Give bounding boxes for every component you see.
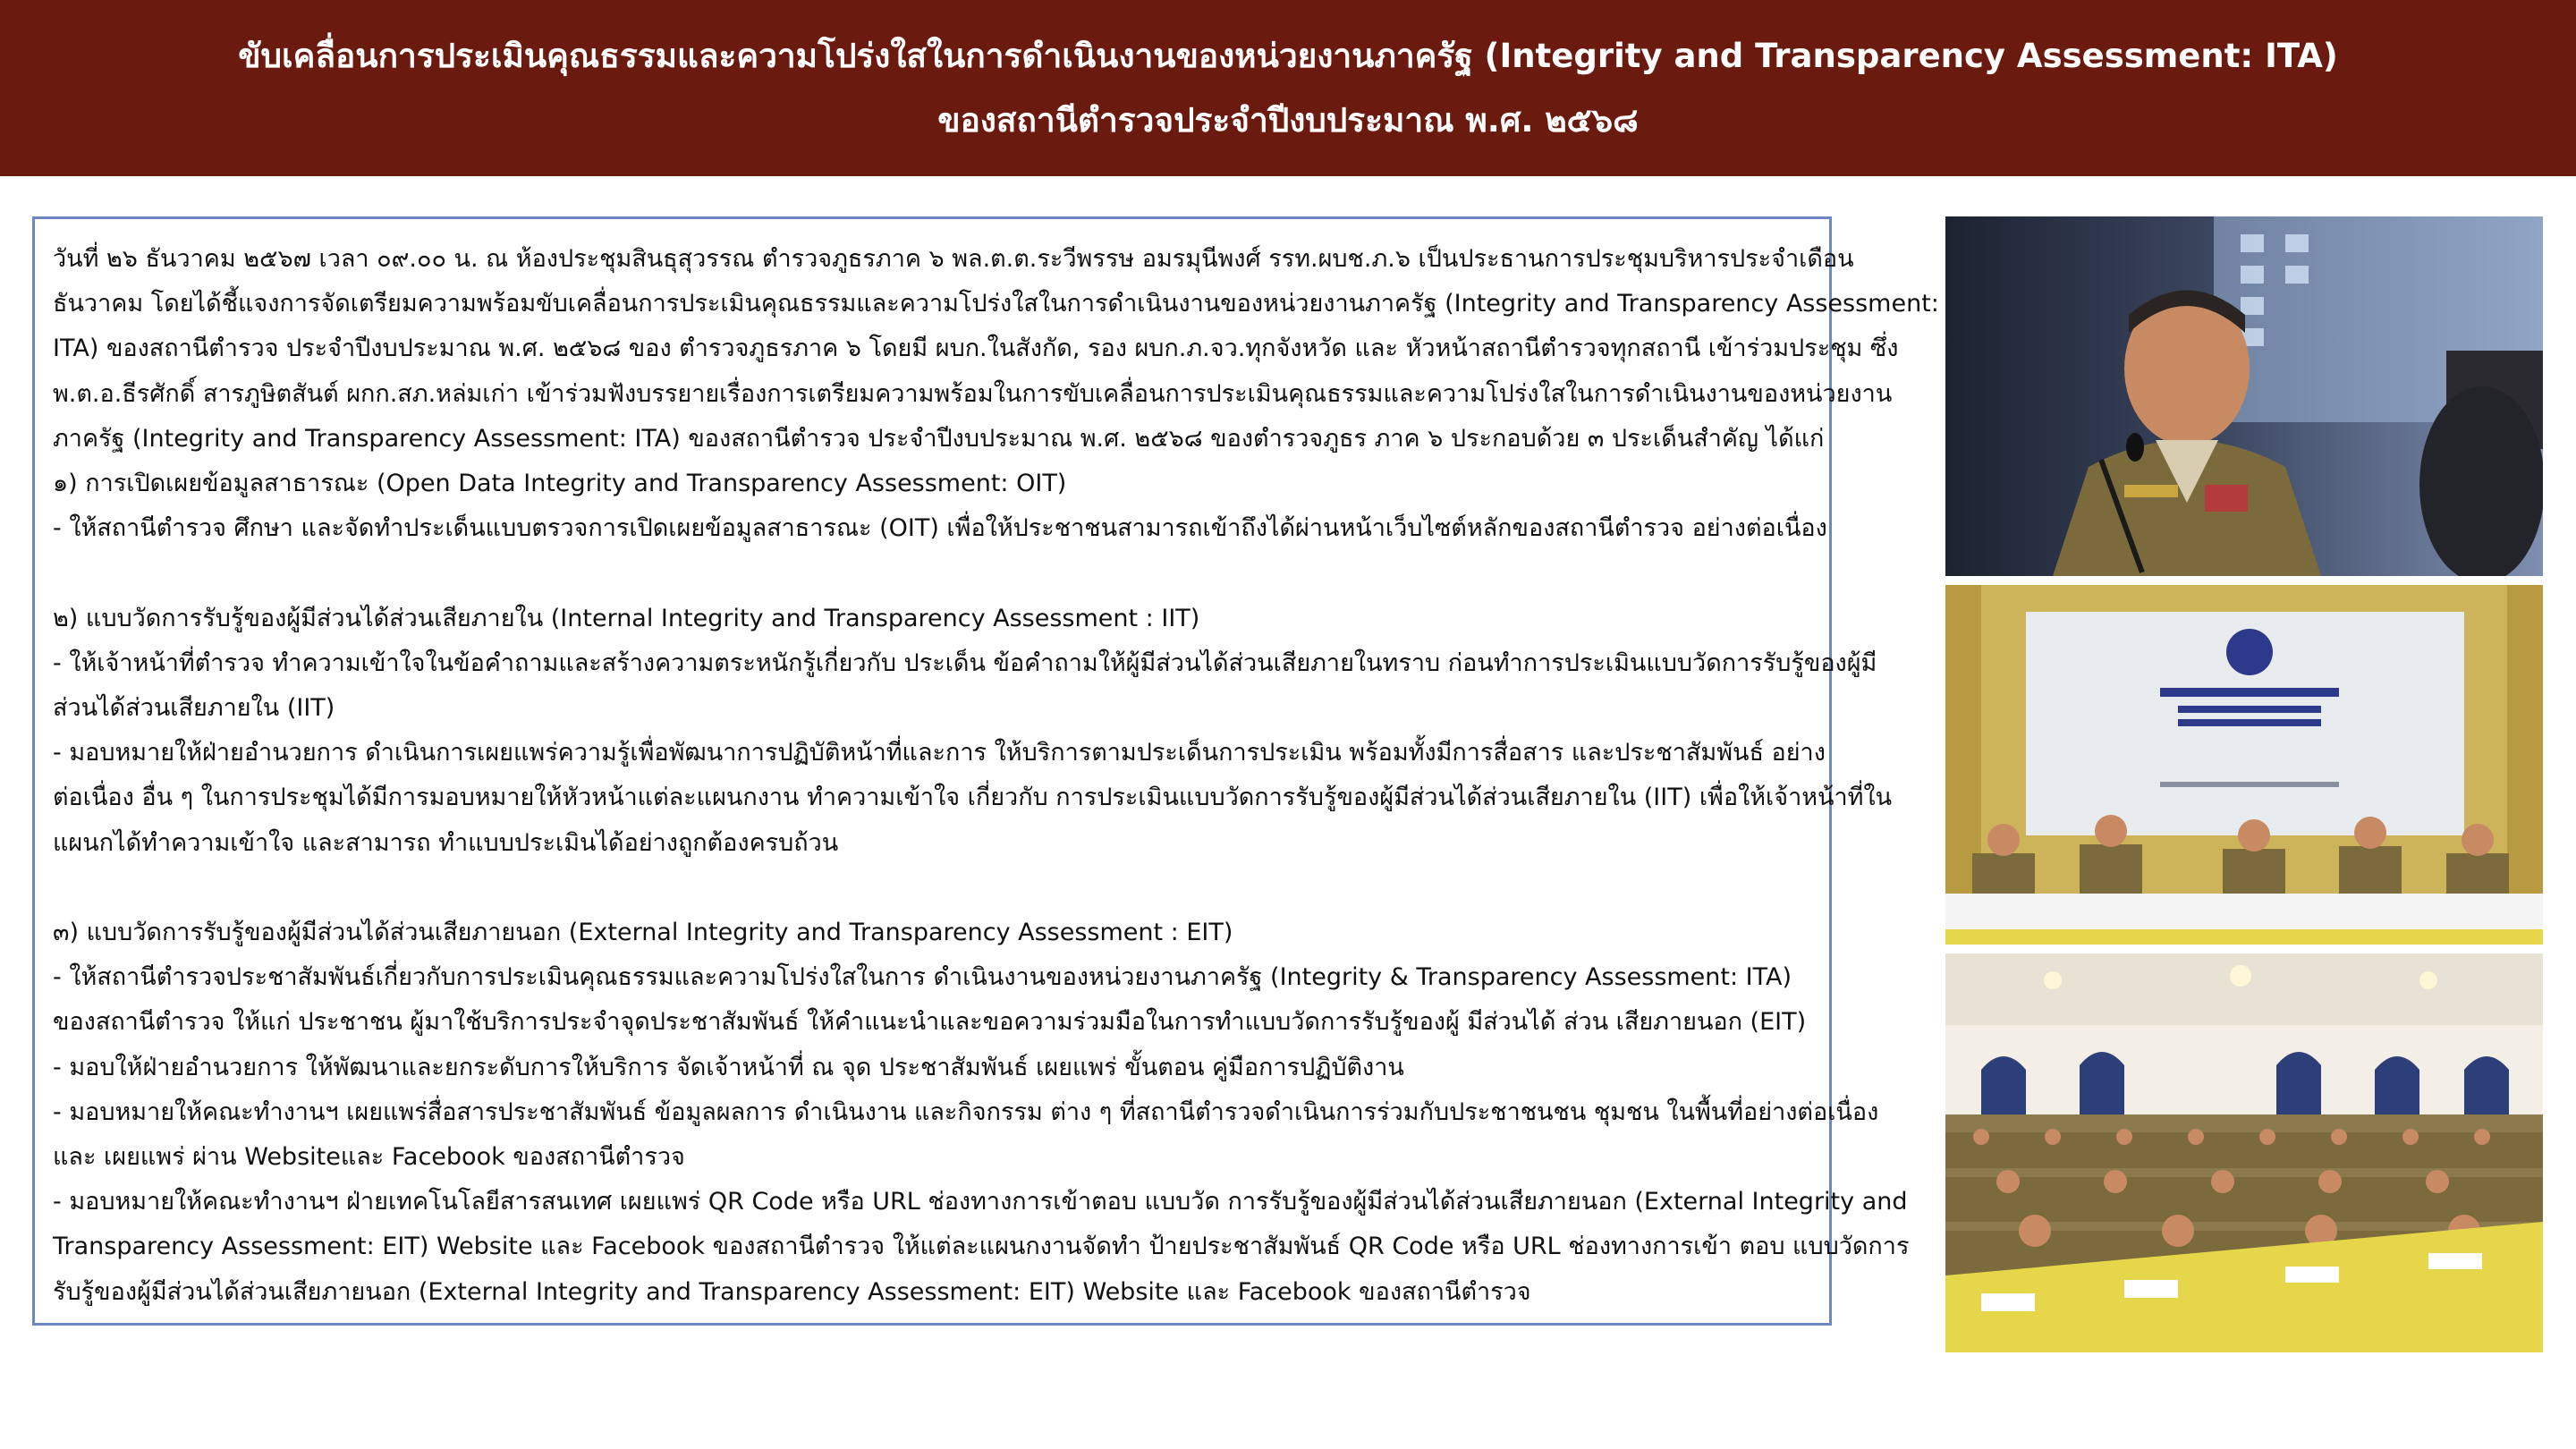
body-line: - มอบให้ฝ่ายอำนวยการ ให้พัฒนาและยกระดับการให้บริการ จัดเจ้าหน้าที่ ณ จุด ประชาสัมพันธ์ เผยแพร่ ขั้นตอน คู่มือการปฏิบัติงาน: [53, 1053, 1404, 1081]
body-line: รับรู้ของผู้มีส่วนได้ส่วนเสียภายนอก (External Integrity and Transparency Assessment: EIT) Website และ Facebook ของสถานีตำรวจ: [53, 1277, 1531, 1306]
section-heading: ๑) การเปิดเผยข้อมูลสาธารณะ (Open Data Integrity and Transparency Assessment: OIT): [53, 470, 1067, 498]
paragraph-gap: [53, 866, 1804, 911]
page-title: ขับเคลื่อนการประเมินคุณธรรมและความโปร่งใสในการดำเนินงานของหน่วยงานภาครัฐ (Integrity and Transparency Assessment: ITA): [238, 36, 2338, 75]
body-line: - มอบหมายให้คณะทำงานฯ ฝ่ายเทคโนโลยีสารสนเทศ เผยแพร่ QR Code หรือ URL ช่องทางการเข้าตอบ แบบวัด การรับรู้ของผู้มีส่วนได้ส่วนเสียภายนอก (External Integrity and: [53, 1188, 1908, 1216]
body-line: - มอบหมายให้คณะทำงานฯ เผยแพร่สื่อสารประชาสัมพันธ์ ข้อมูลผลการ ดำเนินงาน และกิจกรรม ต่าง ๆ ที่สถานีตำรวจดำเนินการร่วมกับประชาชนชน ชุมชน ในพื้นที่อย่างต่อเนื่อง: [53, 1097, 1879, 1126]
body-line: ITA) ของสถานีตำรวจ ประจำปีงบประมาณ พ.ศ. ๒๕๖๘ ของ ตำรวจภูธรภาค ๖ โดยมี ผบก.ในสังกัด, รอง ผบก.ภ.จว.ทุกจังหวัด และ หัวหน้าสถานีตำรวจทุกสถานี เข้าร่วมประชุม ซึ่ง: [53, 335, 1899, 363]
body-line: ธันวาคม โดยได้ชี้แจงการจัดเตรียมความพร้อมขับเคลื่อนการประเมินคุณธรรมและความโปร่งใสในการดำเนินงานของหน่วยงานภาครัฐ (Integrity and Transparency Assessment:: [53, 290, 1939, 318]
body-line: - ให้สถานีตำรวจประชาสัมพันธ์เกี่ยวกับการประเมินคุณธรรมและความโปร่งใสในการ ดำเนินงานของหน่วยงานภาครัฐ (Integrity & Transparency Assessment: ITA): [53, 963, 1792, 992]
body-line: ต่อเนื่อง อื่น ๆ ในการประชุมได้มีการมอบหมายให้หัวหน้าแต่ละแผนกงาน ทำความเข้าใจ เกี่ยวกับ การประเมินแบบวัดการรับรู้ของผู้มีส่วนได้ส่วนเสียภายใน (IIT) เพื่อให้เจ้าหน้าที่ใน: [53, 784, 1893, 812]
paragraph-gap: [53, 551, 1804, 596]
photo-meeting-audience: [1945, 953, 2543, 1352]
header-banner: [0, 0, 2576, 176]
section-heading: ๒) แบบวัดการรับรู้ของผู้มีส่วนได้ส่วนเสียภายใน (Internal Integrity and Transparency Assessment : IIT): [53, 604, 1200, 632]
page-subtitle: ของสถานีตำรวจประจำปีงบประมาณ พ.ศ. ๒๕๖๘: [937, 100, 1639, 140]
body-line: วันที่ ๒๖ ธันวาคม ๒๕๖๗ เวลา ๐๙.๐๐ น. ณ ห้องประชุมสินธุสุวรรณ ตำรวจภูธรภาค ๖ พล.ต.ต.ระวีพรรษ อมรมุนีพงศ์ รรท.ผบช.ภ.๖ เป็นประธานการประชุมบริหารประจำเดือน: [53, 245, 1854, 273]
body-line: พ.ต.อ.ธีรศักดิ์ สารภูษิตสันต์ ผกก.สภ.หล่มเก่า เข้าร่วมฟังบรรยายเรื่องการเตรียมความพร้อมในการขับเคลื่อนการประเมินคุณธรรมและความโปร่งใสในการดำเนินงานของหน่วยงาน: [53, 379, 1893, 408]
section-heading: ๓) แบบวัดการรับรู้ของผู้มีส่วนได้ส่วนเสียภายนอก (External Integrity and Transparency Assessment : EIT): [53, 919, 1233, 947]
body-line: ส่วนได้ส่วนเสียภายใน (IIT): [53, 694, 335, 723]
photo-head-table: [1945, 585, 2543, 945]
photo-chairman-speaking: [1945, 216, 2543, 576]
body-line: Transparency Assessment: EIT) Website และ Facebook ของสถานีตำรวจ ให้แต่ละแผนกงานจัดทำ ป้ายประชาสัมพันธ์ QR Code หรือ URL ช่องทางการเข้า ตอบ แบบวัดการ: [53, 1233, 1910, 1261]
body-line: - มอบหมายให้ฝ่ายอำนวยการ ดำเนินการเผยแพร่ความรู้เพื่อพัฒนาการปฏิบัติหน้าที่และการ ให้บริการตามประเด็นการประเมิน พร้อมทั้งมีการสื่อสาร และประชาสัมพันธ์ อย่าง: [53, 739, 1826, 767]
body-line: แผนกได้ทำความเข้าใจ และสามารถ ทำแบบประเมินได้อย่างถูกต้องครบถ้วน: [53, 828, 839, 857]
body-line: และ เผยแพร่ ผ่าน Websiteและ Facebook ของสถานีตำรวจ: [53, 1143, 685, 1172]
body-line: - ให้สถานีตำรวจ ศึกษา และจัดทำประเด็นแบบตรวจการเปิดเผยข้อมูลสาธารณะ (OIT) เพื่อให้ประชาชนสามารถเข้าถึงได้ผ่านหน้าเว็บไซต์หลักของสถานีตำรวจ อย่างต่อเนื่อง: [53, 514, 1827, 543]
content-box: [32, 216, 1939, 1326]
body-line: ของสถานีตำรวจ ให้แก่ ประชาชน ผู้มาใช้บริการประจำจุดประชาสัมพันธ์ ให้คำแนะนำและขอความร่วมมือในการทำแบบวัดการรับรู้ของผู้ มีส่วนได้ ส่วน เสียภายนอก (EIT): [53, 1008, 1807, 1037]
body-line: ภาครัฐ (Integrity and Transparency Assessment: ITA) ของสถานีตำรวจ ประจำปีงบประมาณ พ.ศ. ๒๕๖๘ ของตำรวจภูธร ภาค ๖ ประกอบด้วย ๓ ประเด็นสำคัญ ได้แก่: [53, 424, 1825, 453]
body-line: - ให้เจ้าหน้าที่ตำรวจ ทำความเข้าใจในข้อคำถามและสร้างความตระหนักรู้เกี่ยวกับ ประเด็น ข้อคำถามให้ผู้มีส่วนได้ส่วนเสียภายในทราบ ก่อนทำการประเมินแบบวัดการรับรู้ของผู้มี: [53, 648, 1877, 677]
